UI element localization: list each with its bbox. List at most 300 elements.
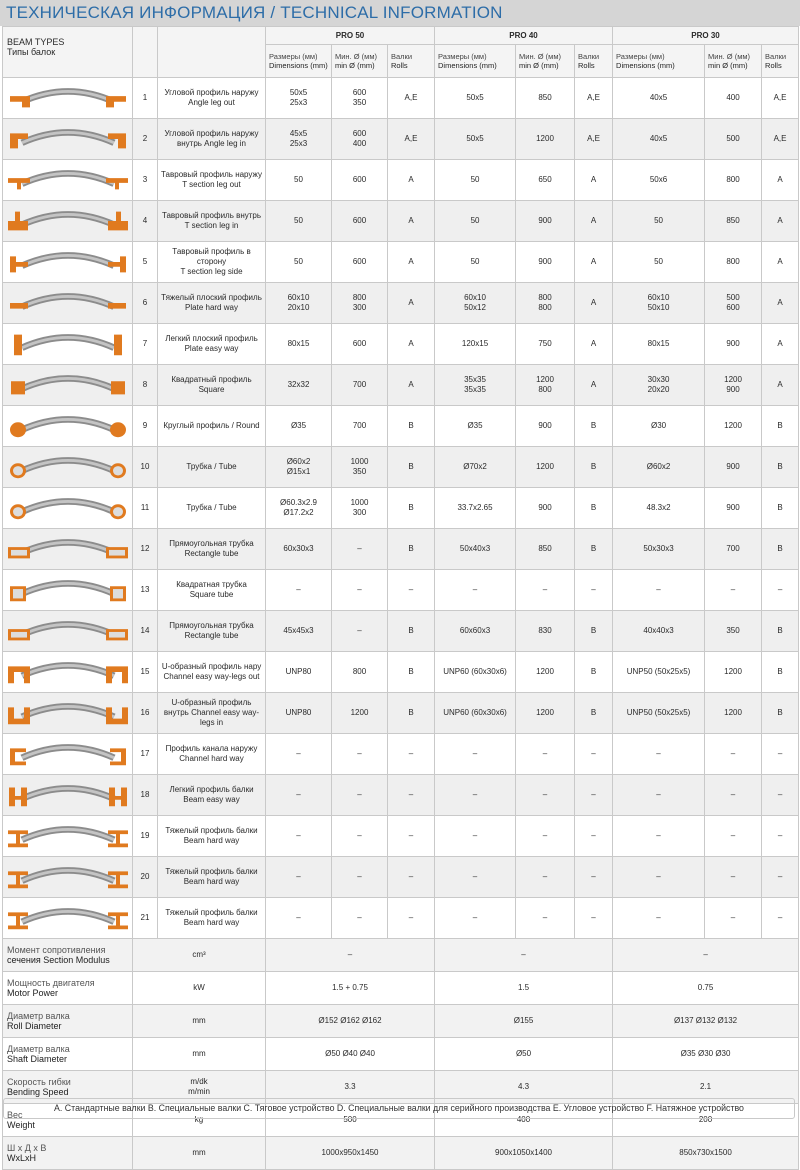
profile-name (158, 898, 266, 939)
min-diameter-p40: 800 800 (516, 283, 575, 324)
spec-value-pro40: 1.5 (435, 972, 613, 1005)
spec-label (3, 1005, 133, 1038)
sub-header-dimensions-pro50 (266, 45, 332, 78)
rolls-p40: A (575, 365, 613, 406)
dimensions-p30: 50 (613, 242, 705, 283)
profile-name-line: Тяжелый профиль балки (165, 826, 258, 835)
profile-name-line: T section leg out (182, 180, 241, 189)
model-header-pro30: PRO 30 (613, 27, 799, 45)
profile-name-line: legs in (199, 718, 224, 727)
rolls-p50: A (388, 283, 435, 324)
profile-image-cell (3, 201, 133, 242)
row-number: 21 (133, 898, 158, 939)
profile-name-line: внутрь Angle leg in (177, 139, 246, 148)
spec-label-ru: Мощность двигателя (7, 978, 95, 988)
row-number: 11 (133, 488, 158, 529)
min-diameter-p40: 900 (516, 488, 575, 529)
rolls-p40: A (575, 242, 613, 283)
min-diameter-p50: 700 (332, 406, 388, 447)
number-header (133, 27, 158, 78)
profile-name (158, 857, 266, 898)
dimensions-p40: 120x15 (435, 324, 516, 365)
profile-name-line: Beam easy way (183, 795, 240, 804)
profile-image-cell (3, 119, 133, 160)
row-number: 4 (133, 201, 158, 242)
row-number: 9 (133, 406, 158, 447)
profile-name-line: T section leg in (184, 221, 239, 230)
profile-image-cell (3, 775, 133, 816)
spec-label (3, 939, 133, 972)
min-diameter-p50: 600 (332, 324, 388, 365)
rolls-p30: B (762, 529, 799, 570)
spec-value-pro30: 200 (613, 1104, 799, 1137)
beam-row (3, 488, 799, 529)
channel-legs-out-profile-icon (6, 657, 129, 687)
profile-image-cell (3, 611, 133, 652)
dimensions-p50: – (266, 734, 332, 775)
rolls-p30: B (762, 447, 799, 488)
sub-header-label-ru: Размеры (мм) (616, 52, 665, 61)
sub-header-label-ru: Валки (578, 52, 600, 61)
row-number: 13 (133, 570, 158, 611)
rolls-p50: B (388, 447, 435, 488)
profile-image-cell (3, 488, 133, 529)
rolls-p40: A (575, 201, 613, 242)
profile-name-line: Square tube (189, 590, 234, 599)
sub-header-label-ru: Валки (391, 52, 413, 61)
dimensions-p40: 50x40x3 (435, 529, 516, 570)
profile-name (158, 775, 266, 816)
profile-name (158, 529, 266, 570)
spec-label-en: Shaft Diameter (7, 1054, 68, 1064)
sub-header-dimensions-pro30 (613, 45, 705, 78)
profile-name-line: Beam hard way (183, 877, 240, 886)
profile-name (158, 283, 266, 324)
min-diameter-p40: – (516, 898, 575, 939)
dimensions-p50: – (266, 775, 332, 816)
spec-unit: m/dk m/min (133, 1071, 266, 1104)
min-diameter-p30: 1200 (705, 652, 762, 693)
square-profile-icon (6, 370, 129, 400)
rolls-p40: B (575, 447, 613, 488)
rolls-p50: A (388, 201, 435, 242)
spec-label-en: сечения Section Modulus (7, 955, 110, 965)
profile-name-line: Квадратный профиль (171, 375, 252, 384)
min-diameter-p40: – (516, 570, 575, 611)
sub-header-min-diameter-pro40 (516, 45, 575, 78)
spec-value-pro30: Ø35 Ø30 Ø30 (613, 1038, 799, 1071)
profile-name-line: Тяжелый профиль балки (165, 908, 258, 917)
min-diameter-p30: – (705, 898, 762, 939)
dimensions-p40: 50 (435, 201, 516, 242)
plate-easy-way-profile-icon (6, 329, 129, 359)
sub-header-rolls-pro50 (388, 45, 435, 78)
sub-header-label-ru: Мин. Ø (мм) (708, 52, 751, 61)
spec-value-pro40: – (435, 939, 613, 972)
rolls-p50: – (388, 734, 435, 775)
min-diameter-p50: 600 (332, 201, 388, 242)
profile-image-cell (3, 816, 133, 857)
profile-image-cell (3, 283, 133, 324)
spec-value-pro50: Ø50 Ø40 Ø40 (266, 1038, 435, 1071)
profile-name (158, 406, 266, 447)
beam-row (3, 898, 799, 939)
beam-row (3, 734, 799, 775)
spec-value-pro50: – (266, 939, 435, 972)
profile-name (158, 488, 266, 529)
angle-leg-in-profile-icon (6, 124, 129, 154)
rolls-p30: A (762, 201, 799, 242)
profile-name-line: Профиль канала наружу (165, 744, 258, 753)
rolls-p40: A,E (575, 119, 613, 160)
spec-label-en: Bending Speed (7, 1087, 69, 1097)
min-diameter-p40: 1200 (516, 119, 575, 160)
beam-easy-way-profile-icon (6, 780, 129, 810)
row-number: 7 (133, 324, 158, 365)
dimensions-p50: 80x15 (266, 324, 332, 365)
rolls-p50: A,E (388, 78, 435, 119)
rolls-p40: A (575, 324, 613, 365)
profile-name (158, 570, 266, 611)
model-header-pro50: PRO 50 (266, 27, 435, 45)
min-diameter-p40: 830 (516, 611, 575, 652)
spec-row (3, 1005, 799, 1038)
row-number: 18 (133, 775, 158, 816)
dimensions-p30: Ø60x2 (613, 447, 705, 488)
rolls-p40: B (575, 652, 613, 693)
spec-label-ru: Вес (7, 1110, 23, 1120)
min-diameter-p30: – (705, 775, 762, 816)
rolls-p30: A (762, 365, 799, 406)
beam-types-label-ru: Типы балок (7, 47, 56, 57)
profile-name (158, 447, 266, 488)
min-diameter-p50: – (332, 734, 388, 775)
profile-name-line: Тавровый профиль наружу (161, 170, 262, 179)
tube-profile-icon (6, 493, 129, 523)
profile-name-line: Легкий профиль балки (169, 785, 254, 794)
profile-name-line: Тавровый профиль в (172, 247, 251, 256)
min-diameter-p50: – (332, 857, 388, 898)
dimensions-p40: 50 (435, 160, 516, 201)
spec-value-pro50: 3.3 (266, 1071, 435, 1104)
beam-row (3, 857, 799, 898)
profile-name-line: Plate easy way (184, 344, 239, 353)
profile-name-line: Прямоугольная трубка (169, 621, 254, 630)
min-diameter-p50: – (332, 816, 388, 857)
spec-label-ru: Диаметр валка (7, 1011, 70, 1021)
dimensions-p30: UNP50 (50x25x5) (613, 652, 705, 693)
spec-value-pro40: Ø50 (435, 1038, 613, 1071)
rolls-p50: B (388, 611, 435, 652)
profile-name-line: Угловой профиль наружу (164, 88, 259, 97)
min-diameter-p40: – (516, 775, 575, 816)
dimensions-p30: – (613, 898, 705, 939)
profile-name-line: Beam hard way (183, 918, 240, 927)
dimensions-p50: 45x45x3 (266, 611, 332, 652)
profile-name-line: Тавровый профиль внутрь (161, 211, 262, 220)
dimensions-p30: 80x15 (613, 324, 705, 365)
rolls-p50: B (388, 693, 435, 734)
spec-value-pro50: Ø152 Ø162 Ø162 (266, 1005, 435, 1038)
dimensions-p40: – (435, 775, 516, 816)
spec-row (3, 939, 799, 972)
row-number: 14 (133, 611, 158, 652)
beam-hard-way-profile-icon (6, 903, 129, 933)
profile-image-cell (3, 734, 133, 775)
dimensions-p40: – (435, 570, 516, 611)
spec-unit: cm³ (133, 939, 266, 972)
rolls-p50: A (388, 365, 435, 406)
row-number: 1 (133, 78, 158, 119)
min-diameter-p40: – (516, 734, 575, 775)
dimensions-p30: – (613, 857, 705, 898)
spec-label (3, 972, 133, 1005)
min-diameter-p40: 1200 (516, 693, 575, 734)
beam-hard-way-profile-icon (6, 821, 129, 851)
profile-name (158, 693, 266, 734)
dimensions-p50: – (266, 898, 332, 939)
sub-header-label-en: Rolls (765, 61, 782, 70)
rolls-p50: B (388, 652, 435, 693)
dimensions-p40: – (435, 898, 516, 939)
sub-header-label-en: min Ø (mm) (519, 61, 559, 70)
beam-row (3, 529, 799, 570)
dimensions-p30: 40x5 (613, 78, 705, 119)
dimensions-p30: UNP50 (50x25x5) (613, 693, 705, 734)
row-number: 6 (133, 283, 158, 324)
dimensions-p30: 30x30 20x20 (613, 365, 705, 406)
min-diameter-p40: 850 (516, 529, 575, 570)
min-diameter-p50: – (332, 570, 388, 611)
beam-row (3, 283, 799, 324)
rolls-p40: – (575, 898, 613, 939)
min-diameter-p30: – (705, 570, 762, 611)
profile-name-line: сторону (196, 257, 227, 266)
beam-row (3, 693, 799, 734)
dimensions-p50: 60x30x3 (266, 529, 332, 570)
row-number: 15 (133, 652, 158, 693)
sub-header-label-en: min Ø (mm) (335, 61, 375, 70)
dimensions-p50: 50 (266, 160, 332, 201)
rolls-p40: A (575, 283, 613, 324)
tube-profile-icon (6, 452, 129, 482)
spec-label-ru: Скорость гибки (7, 1077, 71, 1087)
rolls-p30: B (762, 693, 799, 734)
sub-header-min-diameter-pro50 (332, 45, 388, 78)
profile-name-line: Трубка / Tube (186, 462, 237, 471)
dimensions-p40: UNP60 (60x30x6) (435, 652, 516, 693)
profile-image-cell (3, 652, 133, 693)
dimensions-p40: Ø70x2 (435, 447, 516, 488)
spec-value-pro30: – (613, 939, 799, 972)
dimensions-p50: – (266, 857, 332, 898)
row-number: 3 (133, 160, 158, 201)
profile-name-line: Угловой профиль наружу (164, 129, 259, 138)
beam-row (3, 242, 799, 283)
dimensions-p30: 50 (613, 201, 705, 242)
dimensions-p40: 60x10 50x12 (435, 283, 516, 324)
min-diameter-p30: – (705, 816, 762, 857)
rolls-p50: B (388, 406, 435, 447)
beam-row (3, 570, 799, 611)
min-diameter-p30: 1200 (705, 406, 762, 447)
dimensions-p40: – (435, 734, 516, 775)
beam-row (3, 816, 799, 857)
min-diameter-p30: 1200 (705, 693, 762, 734)
rolls-p30: – (762, 775, 799, 816)
profile-name (158, 816, 266, 857)
profile-image-cell (3, 898, 133, 939)
dimensions-p40: 50x5 (435, 78, 516, 119)
dimensions-p30: – (613, 570, 705, 611)
spec-label-ru: Ш x Д x В (7, 1143, 47, 1153)
page-title: ТЕХНИЧЕСКАЯ ИНФОРМАЦИЯ / TECHNICAL INFORMATION (6, 3, 503, 22)
rolls-p50: – (388, 570, 435, 611)
profile-name-line: Square (198, 385, 225, 394)
profile-name (158, 652, 266, 693)
model-header-pro40: PRO 40 (435, 27, 613, 45)
min-diameter-p40: 1200 (516, 652, 575, 693)
profile-name (158, 365, 266, 406)
spec-value-pro30: 0.75 (613, 972, 799, 1005)
angle-leg-out-profile-icon (6, 83, 129, 113)
row-number: 17 (133, 734, 158, 775)
profile-image-cell (3, 160, 133, 201)
profile-name (158, 611, 266, 652)
spec-label-en: Motor Power (7, 988, 59, 998)
rolls-p30: – (762, 898, 799, 939)
rolls-p30: B (762, 406, 799, 447)
min-diameter-p50: – (332, 775, 388, 816)
sub-header-label-en: Rolls (391, 61, 408, 70)
channel-legs-in-profile-icon (6, 698, 129, 728)
beam-row (3, 406, 799, 447)
min-diameter-p50: 600 (332, 160, 388, 201)
dimensions-p50: 50 (266, 242, 332, 283)
rolls-p40: B (575, 693, 613, 734)
dimensions-p40: – (435, 816, 516, 857)
profile-name-line: Rectangle tube (184, 549, 239, 558)
plate-hard-way-profile-icon (6, 288, 129, 318)
rolls-p30: A (762, 160, 799, 201)
row-number: 5 (133, 242, 158, 283)
profile-image-cell (3, 693, 133, 734)
dimensions-p30: 40x40x3 (613, 611, 705, 652)
rolls-legend-footer: A. Стандартные валки B. Специальные валки C. Тяговое устройство D. Специальные валки для серийного производства E. Угловое устройство F. Натяжное устройство (3, 1098, 795, 1119)
spec-label-en: WxLxH (7, 1153, 36, 1163)
dimensions-p30: – (613, 816, 705, 857)
min-diameter-p30: 900 (705, 324, 762, 365)
min-diameter-p30: – (705, 857, 762, 898)
min-diameter-p40: – (516, 816, 575, 857)
profile-name-line: Квадратная трубка (176, 580, 247, 589)
beam-hard-way-profile-icon (6, 862, 129, 892)
min-diameter-p40: 850 (516, 78, 575, 119)
profile-name (158, 324, 266, 365)
dimensions-p50: UNP80 (266, 652, 332, 693)
rectangle-tube-profile-icon (6, 616, 129, 646)
sub-header-dimensions-pro40 (435, 45, 516, 78)
dimensions-p50: 45x5 25x3 (266, 119, 332, 160)
rolls-p30: – (762, 734, 799, 775)
profile-name (158, 119, 266, 160)
spec-value-pro40: Ø155 (435, 1005, 613, 1038)
sub-header-label-ru: Валки (765, 52, 787, 61)
beam-row (3, 652, 799, 693)
rolls-p50: – (388, 857, 435, 898)
rolls-p40: B (575, 406, 613, 447)
dimensions-p40: UNP60 (60x30x6) (435, 693, 516, 734)
spec-label (3, 1137, 133, 1170)
min-diameter-p50: 600 (332, 242, 388, 283)
min-diameter-p30: 700 (705, 529, 762, 570)
profile-name (158, 78, 266, 119)
profile-name-line: U-образный профиль (171, 698, 252, 707)
rolls-p50: B (388, 488, 435, 529)
row-number: 16 (133, 693, 158, 734)
dimensions-p50: 50x5 25x3 (266, 78, 332, 119)
profile-image-cell (3, 529, 133, 570)
dimensions-p40: – (435, 857, 516, 898)
spec-row (3, 1137, 799, 1170)
min-diameter-p50: 800 300 (332, 283, 388, 324)
dimensions-p30: – (613, 775, 705, 816)
rolls-p50: A (388, 242, 435, 283)
min-diameter-p30: 900 (705, 447, 762, 488)
spec-value-pro40: 900x1050x1400 (435, 1137, 613, 1170)
rolls-p30: – (762, 570, 799, 611)
rolls-p30: A (762, 324, 799, 365)
spec-unit: kW (133, 972, 266, 1005)
t-section-leg-side-profile-icon (6, 247, 129, 277)
spec-label-en: Weight (7, 1120, 35, 1130)
min-diameter-p40: 900 (516, 406, 575, 447)
profile-name-line: Легкий плоский профиль (165, 334, 258, 343)
min-diameter-p50: – (332, 898, 388, 939)
profile-image-cell (3, 78, 133, 119)
profile-name-line: Angle leg out (188, 98, 235, 107)
profile-name-line: внутрь Channel easy way- (163, 708, 260, 717)
min-diameter-p30: 500 (705, 119, 762, 160)
profile-name-line: U-образный профиль нару (161, 662, 262, 671)
min-diameter-p30: 500 600 (705, 283, 762, 324)
sub-header-label-en: Rolls (578, 61, 595, 70)
spec-row (3, 972, 799, 1005)
min-diameter-p40: – (516, 857, 575, 898)
spec-value-pro50: 1.5 + 0.75 (266, 972, 435, 1005)
dimensions-p30: 48.3x2 (613, 488, 705, 529)
min-diameter-p40: 900 (516, 201, 575, 242)
row-number: 10 (133, 447, 158, 488)
rolls-p30: – (762, 816, 799, 857)
rolls-p40: – (575, 816, 613, 857)
spec-value-pro30: 2.1 (613, 1071, 799, 1104)
min-diameter-p30: 800 (705, 160, 762, 201)
spec-label (3, 1038, 133, 1071)
channel-hard-way-profile-icon (6, 739, 129, 769)
beam-row (3, 78, 799, 119)
technical-info-table (2, 26, 799, 1170)
profile-image-cell (3, 570, 133, 611)
square-tube-profile-icon (6, 575, 129, 605)
rolls-p30: – (762, 857, 799, 898)
min-diameter-p50: 800 (332, 652, 388, 693)
spec-label-ru: Диаметр валка (7, 1044, 70, 1054)
min-diameter-p40: 750 (516, 324, 575, 365)
profile-name-line: Тяжелый профиль балки (165, 867, 258, 876)
min-diameter-p30: 1200 900 (705, 365, 762, 406)
sub-header-label-ru: Размеры (мм) (269, 52, 318, 61)
